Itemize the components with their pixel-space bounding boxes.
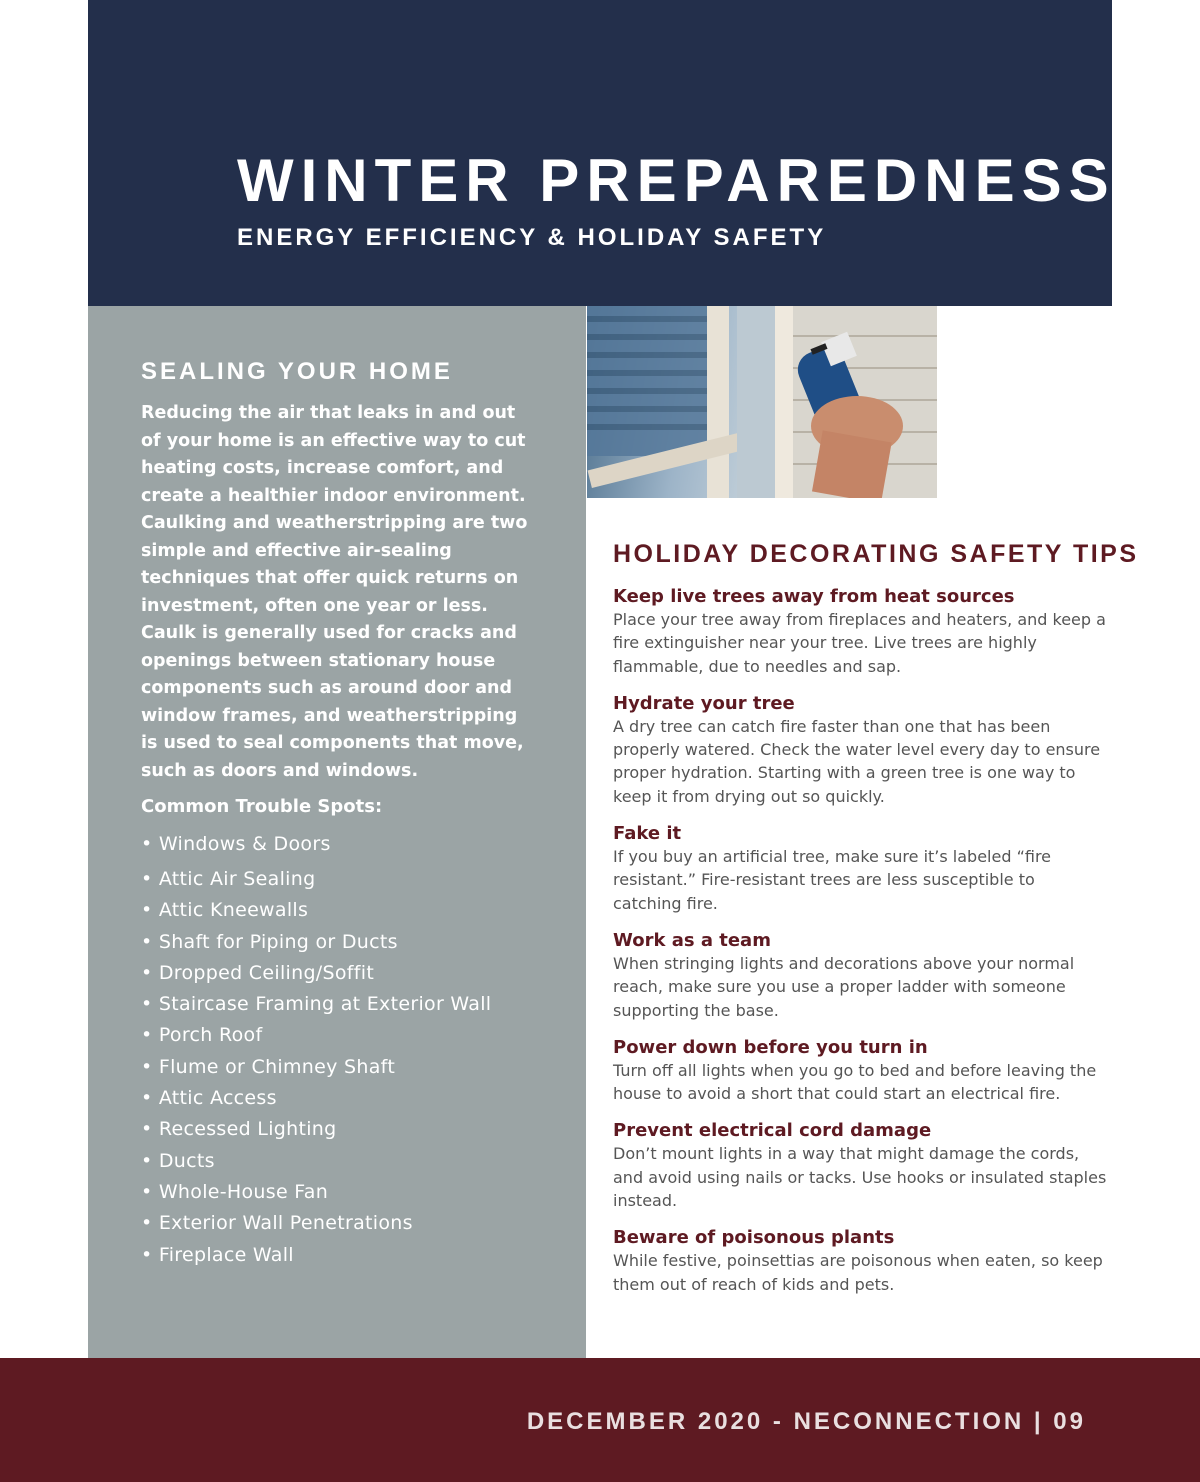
- trouble-spots-title: Common Trouble Spots:: [141, 796, 383, 817]
- sealing-intro: Reducing the air that leaks in and out of your home is an effective way to cut heating costs, increase comfort, and create a healthier indoor environment. Caulking and weatherstripping are two simple and effective air-sealing techniques that offer quick returns on investment, often one year or less. Caulk is generally used for cracks and openings between stationary house components such as around door and window frames, and weatherstripping is used to seal components that move, such as doors and windows.: [141, 403, 528, 781]
- list-item: • Dropped Ceiling/Soffit: [141, 961, 375, 984]
- page-header: [88, 0, 1116, 306]
- sealing-panel: [88, 306, 586, 1358]
- tip-title: Work as a team: [613, 929, 771, 951]
- footer-issue-label: DECEMBER 2020 - NECONNECTION | 09: [526, 1408, 1086, 1435]
- list-item: • Staircase Framing at Exterior Wall: [141, 993, 492, 1016]
- tip-item: [613, 1119, 1108, 1212]
- tip-item: [613, 1226, 1108, 1296]
- holiday-heading: HOLIDAY DECORATING SAFETY TIPS: [613, 540, 1139, 568]
- sealing-heading: SEALING YOUR HOME: [141, 358, 453, 385]
- caulking-photo: [587, 306, 937, 498]
- tip-body: A dry tree can catch fire faster than one that has been properly watered. Check the water level every day to ensure proper hydration. Starting with a green tree is one way to keep it from drying out so quickly.: [613, 716, 1101, 806]
- list-item: • Windows & Doors: [141, 833, 331, 855]
- page-title: WINTER PREPAREDNESS: [237, 147, 1116, 214]
- tip-body: Turn off all lights when you go to bed and before leaving the house to avoid a short that could start an electrical fire.: [613, 1060, 1097, 1104]
- tip-body: Place your tree away from fireplaces and heaters, and keep a fire extinguisher near your tree. Live trees are highly flammable, due to needles and sap.: [613, 610, 1106, 676]
- list-item: • Attic Kneewalls: [141, 899, 309, 922]
- list-item: • Ducts: [141, 1149, 215, 1172]
- list-item: • Attic Air Sealing: [141, 868, 316, 890]
- tip-body: While festive, poinsettias are poisonous when eaten, so keep them out of reach of kids and pets.: [613, 1251, 1103, 1294]
- tip-body: Don’t mount lights in a way that might damage the cords, and avoid using nails or tacks. Use hooks or insulated staples instead.: [613, 1144, 1107, 1211]
- list-item: • Attic Access: [141, 1087, 277, 1110]
- page-footer: [0, 1358, 1200, 1482]
- list-item: • Whole-House Fan: [141, 1180, 329, 1203]
- tip-title: Hydrate your tree: [613, 692, 795, 714]
- tip-item: [613, 1036, 1108, 1106]
- trouble-spots-list: [141, 831, 491, 1273]
- tip-body: When stringing lights and decorations above your normal reach, make sure you use a proper ladder with someone supporting the base.: [613, 953, 1075, 1020]
- list-item: • Flume or Chimney Shaft: [141, 1055, 396, 1078]
- list-item: • Fireplace Wall: [141, 1243, 294, 1266]
- tip-body: If you buy an artificial tree, make sure it’s labeled “fire resistant.” Fire-resistant trees are less susceptible to catching fire.: [613, 847, 1052, 913]
- tip-item: [613, 822, 1108, 915]
- tip-title: Keep live trees away from heat sources: [613, 586, 1015, 607]
- caulking-illustration: [587, 306, 937, 498]
- holiday-tips-section: [613, 540, 1139, 1310]
- tip-title: Beware of poisonous plants: [613, 1227, 895, 1249]
- tip-title: Fake it: [613, 823, 682, 845]
- tip-item: [613, 585, 1108, 678]
- tip-item: [613, 929, 1108, 1022]
- tip-item: [613, 692, 1108, 808]
- tip-title: Power down before you turn in: [613, 1036, 928, 1058]
- list-item: • Porch Roof: [141, 1024, 263, 1047]
- list-item: • Recessed Lighting: [141, 1118, 337, 1141]
- tip-title: Prevent electrical cord damage: [613, 1120, 932, 1142]
- list-item: • Exterior Wall Penetrations: [141, 1212, 413, 1235]
- page-subtitle: ENERGY EFFICIENCY & HOLIDAY SAFETY: [237, 224, 827, 251]
- list-item: • Shaft for Piping or Ducts: [141, 930, 398, 953]
